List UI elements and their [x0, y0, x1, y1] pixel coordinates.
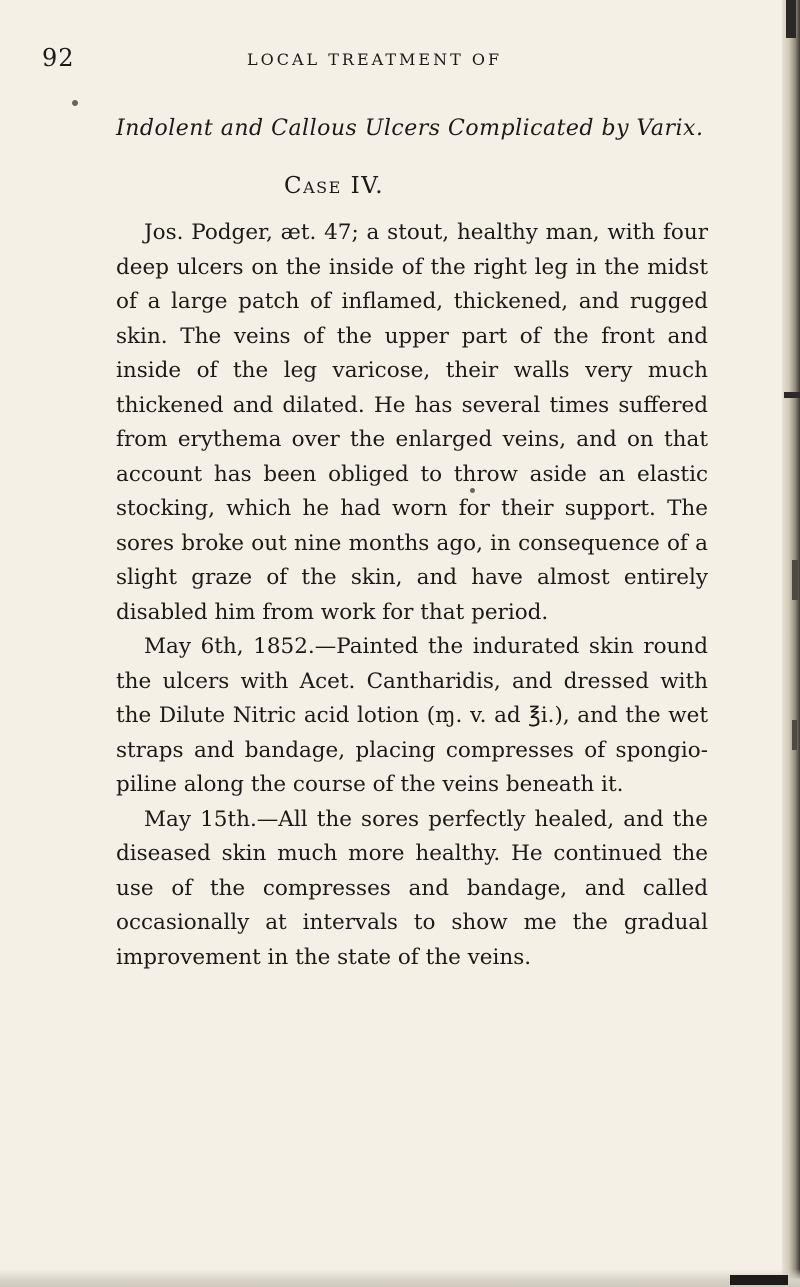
page-edge-mark: [792, 560, 798, 600]
page-edge-mark: [784, 392, 800, 398]
page-number: 92: [42, 44, 75, 72]
ink-speck: [72, 100, 78, 106]
page-edge-mark: [786, 0, 796, 38]
running-title: LOCAL TREATMENT OF: [247, 50, 503, 69]
bottom-shadow: [0, 1269, 800, 1287]
page-edge-mark: [792, 720, 797, 750]
bottom-edge-mark: [730, 1275, 788, 1285]
paragraph-case-description: Jos. Podger, æt. 47; a stout, healthy man, with four deep ulcers on the inside of the right leg in the midst of a large patch of inflamed, thickened, and rugged skin. The veins of the upper part of the front and inside of the leg varicose, their walls very much thickened and dilated. He has several times suffered from erythema over the enlarged veins, and on that account has been obliged to throw aside an elastic stocking, which he had worn for their support. The sores broke out nine months ago, in consequence of a slight graze of the skin, and have almost entirely disabled him from work for that period.: [116, 220, 708, 625]
section-heading: Indolent and Callous Ulcers Complicated by Varix.: [116, 116, 704, 141]
body-text: [116, 216, 708, 975]
paragraph-may-6th: May 6th, 1852.—Painted the indurated skin round the ulcers with Acet. Cantharidis, and dressed with the Dilute Nitric acid lotion (ɱ. v. ad ℥i.), and the wet straps and bandage, placing compresses of spongio-piline along the course of the veins beneath it.: [116, 634, 708, 797]
paragraph-may-15th: May 15th.—All the sores perfectly healed, and the diseased skin much more healthy. He continued the use of the compresses and bandage, and called occasionally at intervals to show me the gradual improvement in the state of the veins.: [116, 806, 708, 970]
page-edge-shadow: [782, 0, 800, 1287]
case-title: Case IV.: [284, 173, 385, 199]
running-head: [42, 44, 722, 74]
ink-speck: [470, 488, 475, 493]
